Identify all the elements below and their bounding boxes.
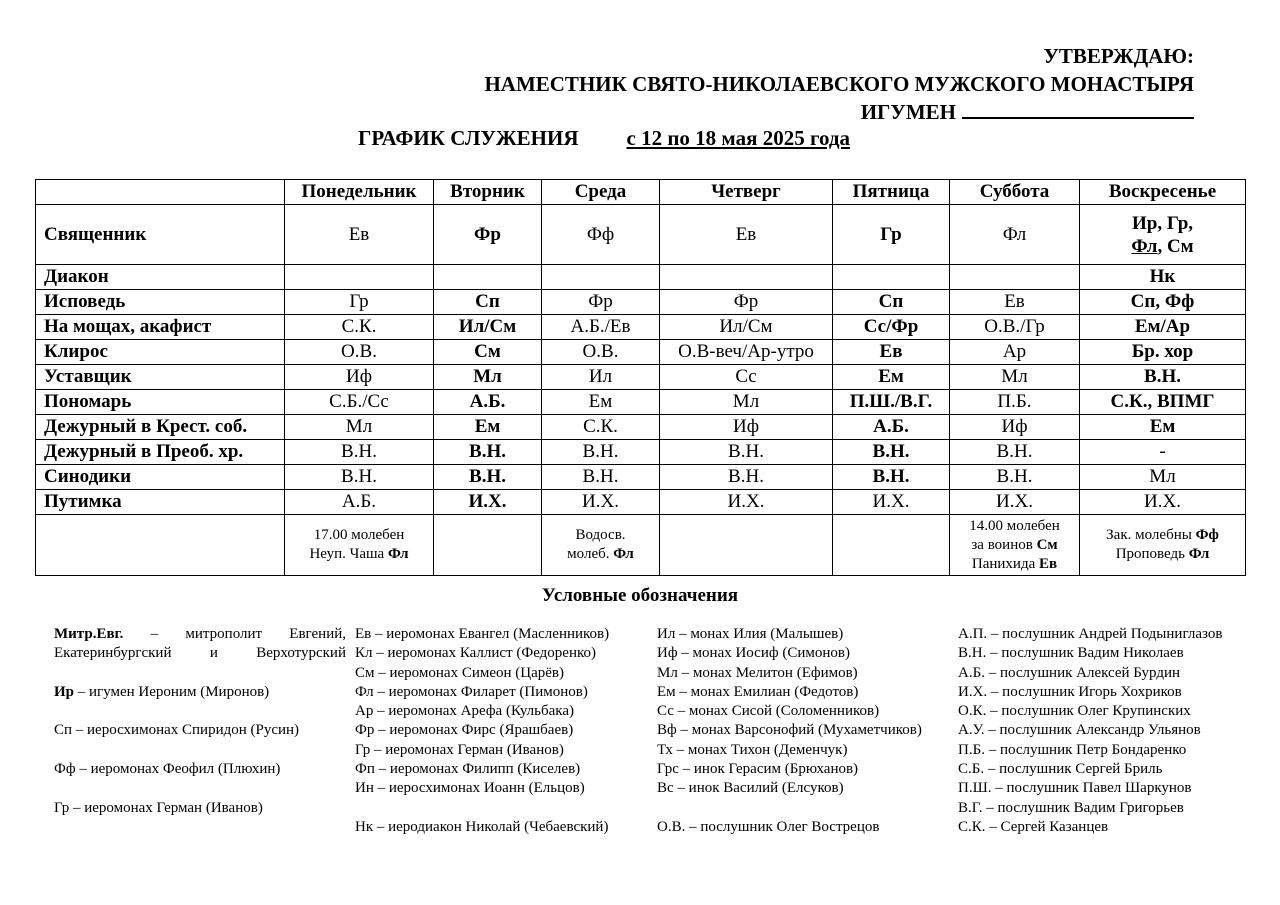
day-header: Вторник [434,180,542,205]
schedule-cell: Нк [1080,265,1246,290]
notes-empty-cell [833,515,950,576]
schedule-cell [434,265,542,290]
day-header: Пятница [833,180,950,205]
approver-position: НАМЕСТНИК СВЯТО-НИКОЛАЕВСКОГО МУЖСКОГО МОНАСТЫРЯ [484,72,1194,96]
note-text: Зак. молебны [1106,527,1192,543]
schedule-cell: В.Н. [542,465,660,490]
legend-entry [54,625,346,664]
legend-entry: П.Б. – послушник Петр Бондаренко [958,741,1187,758]
legend-entry [355,799,609,818]
legend-title: Условные обозначения [541,585,739,606]
legend-entry: О.К. – послушник Олег Крупинских [958,703,1191,720]
legend-entry: Ил – монах Илия (Малышев) [657,626,844,642]
legend-entry: А.Б. – послушник Алексей Бурдин [958,664,1181,681]
schedule-cell: С.К. [285,315,434,340]
legend-entry: Ев – иеромонах Евангел (Масленников) [355,626,610,642]
schedule-cell: О.В./Гр [950,315,1080,340]
schedule-cell: Ар [950,340,1080,365]
schedule-cell: О.В. [285,340,434,365]
legend-entry: Сп – иеросхимонах Спиридон (Русин) [54,722,300,739]
role-cell: Священник [36,205,285,265]
schedule-cell: В.Н. [1080,365,1246,390]
corner-cell [36,180,285,205]
schedule-cell: А.Б. [285,490,434,515]
legend-abbr: Митр.Евг. [54,626,124,642]
role-cell: Уставщик [36,365,285,390]
schedule-cell: Фр [434,205,542,265]
legend-spacer [54,664,346,683]
schedule-cell: Ем [1080,415,1246,440]
schedule-cell: Иф [950,415,1080,440]
notes-empty-cell [660,515,833,576]
day-header: Четверг [660,180,833,205]
table-row [36,465,1246,490]
role-cell: Диакон [36,265,285,290]
role-cell: На мощах, акафист [36,315,285,340]
legend-entry: См – иеромонах Симеон (Царёв) [355,664,565,681]
notes-cell-saturday [950,515,1080,576]
legend-entry: Сс – монах Сисой (Соломенников) [657,703,880,720]
note-text: Фл [1188,546,1210,562]
notes-cell-sunday [1080,515,1246,576]
note-text: См [1036,536,1058,553]
schedule-cell: Сп [434,290,542,315]
schedule-cell: Фл [950,205,1080,265]
schedule-cell: В.Н. [833,440,950,465]
schedule-cell: Фр [542,290,660,315]
legend-entry: Гр – иеромонах Герман (Иванов) [54,799,263,816]
notes-empty-cell [36,515,285,576]
role-cell: Клирос [36,340,285,365]
schedule-cell: С.Б./Сс [285,390,434,415]
table-row [36,365,1246,390]
table-row [36,315,1246,340]
legend-entry: А.П. – послушник Андрей Подыниглазов [958,626,1223,642]
role-cell: Пономарь [36,390,285,415]
schedule-cell: П.Б. [950,390,1080,415]
schedule-cell: А.Б. [833,415,950,440]
schedule-cell: П.Ш./В.Г. [833,390,950,415]
abbot-label: ИГУМЕН [860,100,956,124]
legend-entry: Ем – монах Емилиан (Федотов) [657,683,859,700]
legend-entry: Вф – монах Варсонофий (Мухаметчиков) [657,722,922,739]
schedule-cell: И.Х. [660,490,833,515]
schedule-cell: А.Б./Ев [542,315,660,340]
schedule-cell: Ев [950,290,1080,315]
notes-cell-monday [285,515,434,576]
schedule-cell: А.Б. [434,390,542,415]
table-row [36,205,1246,265]
schedule-cell: О.В-веч/Ар-утро [660,340,833,365]
schedule-cell: Сп [833,290,950,315]
abbot-signature-row [484,98,1194,126]
role-cell: Путимка [36,490,285,515]
schedule-cell: В.Н. [434,440,542,465]
day-header: Понедельник [285,180,434,205]
legend-spacer [54,779,346,798]
schedule-cell [833,265,950,290]
legend-entry: Ин – иеросхимонах Иоанн (Ельцов) [355,780,585,797]
note-text: Фл [387,546,409,562]
legend-entry: Кл – иеромонах Каллист (Федоренко) [355,645,597,662]
table-row [36,440,1246,465]
schedule-cell: Мл [285,415,434,440]
schedule-cell: Фр [660,290,833,315]
day-header: Среда [542,180,660,205]
legend-abbr: Ир [54,683,75,700]
note-text: Фф [1195,527,1219,543]
note-text: 17.00 молебен [313,527,405,543]
schedule-cell: В.Н. [285,465,434,490]
approve-heading: УТВЕРЖДАЮ: [1043,44,1194,68]
schedule-cell: С.К. [542,415,660,440]
table-row [36,415,1246,440]
schedule-cell: Ил/См [434,315,542,340]
legend-entry: Фп – иеромонах Филипп (Киселев) [355,761,581,778]
note-text: Проповедь [1115,546,1185,562]
schedule-cell: Ил/См [660,315,833,340]
schedule-cell: Ем [434,415,542,440]
schedule-cell [542,265,660,290]
schedule-cell: И.Х. [833,490,950,515]
schedule-cell: Иф [660,415,833,440]
role-cell: Дежурный в Крест. соб. [36,415,285,440]
note-text: за воинов [971,536,1033,553]
schedule-cell: Фф [542,205,660,265]
signature-line [962,99,1194,119]
legend-entry: С.К. – Сергей Казанцев [958,818,1109,835]
note-text: Неуп. Чаша [309,546,385,562]
table-row [36,340,1246,365]
schedule-cell: Гр [285,290,434,315]
legend-entry: А.У. – послушник Александр Ульянов [958,722,1201,739]
legend-entry: О.В. – послушник Олег Вострецов [657,818,880,835]
legend-column-3 [657,625,922,837]
schedule-cell: И.Х. [1080,490,1246,515]
schedule-cell: Ем [542,390,660,415]
schedule-cell: Ем [833,365,950,390]
schedule-cell: Иф [285,365,434,390]
legend-entry: Мл – монах Мелитон (Ефимов) [657,664,858,681]
legend-spacer [54,741,346,760]
schedule-cell: И.Х. [950,490,1080,515]
schedule-cell: Ев [285,205,434,265]
note-text: Водосв. [575,527,626,543]
notes-row [36,515,1246,576]
schedule-cell: Гр [833,205,950,265]
legend-entry: Ар – иеромонах Арефа (Кульбака) [355,703,575,720]
schedule-cell: В.Н. [660,465,833,490]
legend-entry: С.Б. – послушник Сергей Бриль [958,761,1163,778]
legend-entry: В.Н. – послушник Вадим Николаев [958,645,1184,662]
note-text: Панихида [971,555,1036,572]
schedule-cell [950,265,1080,290]
schedule-title [358,126,850,151]
schedule-cell: Мл [660,390,833,415]
legend-entry: Тх – монах Тихон (Деменчук) [657,741,848,758]
cell-text: Ир, Гр, [1131,212,1194,234]
schedule-cell: Бр. хор [1080,340,1246,365]
schedule-cell: В.Н. [660,440,833,465]
schedule-cell: Ев [833,340,950,365]
role-cell: Дежурный в Преоб. хр. [36,440,285,465]
title-name: ГРАФИК СЛУЖЕНИЯ [358,126,579,150]
schedule-cell: С.К., ВПМГ [1080,390,1246,415]
table-row [36,390,1246,415]
schedule-cell: Мл [1080,465,1246,490]
note-text: Фл [613,546,634,562]
notes-cell-wednesday [542,515,660,576]
schedule-cell: В.Н. [285,440,434,465]
legend-entry: Грс – инок Герасим (Брюханов) [657,761,859,778]
legend-entry: Вс – инок Василий (Елсуков) [657,780,844,797]
approval-block [484,42,1194,126]
legend-spacer [54,702,346,721]
schedule-cell [1080,205,1246,265]
note-text: молеб. [567,546,610,562]
legend-entry: И.Х. – послушник Игорь Хохриков [958,683,1182,700]
schedule-cell: В.Н. [542,440,660,465]
title-period: с 12 по 18 мая 2025 года [626,126,850,150]
legend-entry [54,683,346,702]
legend-entry: Иф – монах Иосиф (Симонов) [657,645,850,662]
schedule-cell: В.Н. [833,465,950,490]
day-header: Суббота [950,180,1080,205]
note-text: Ев [1039,555,1058,572]
schedule-cell: В.Н. [434,465,542,490]
table-row [36,490,1246,515]
schedule-cell: См [434,340,542,365]
legend-entry: В.Г. – послушник Вадим Григорьев [958,799,1184,816]
schedule-cell [660,265,833,290]
legend-entry: Фф – иеромонах Феофил (Плюхин) [54,761,281,778]
schedule-cell: И.Х. [434,490,542,515]
schedule-cell: О.В. [542,340,660,365]
notes-empty-cell [434,515,542,576]
schedule-cell: Мл [950,365,1080,390]
legend-entry: Гр – иеромонах Герман (Иванов) [355,741,564,758]
schedule-cell: Ев [660,205,833,265]
legend-text: – игумен Иероним (Миронов) [77,683,270,700]
schedule-cell: - [1080,440,1246,465]
legend-entry: П.Ш. – послушник Павел Шаркунов [958,780,1192,797]
legend-entry: Фр – иеромонах Фирс (Ярашбаев) [355,722,574,739]
schedule-cell: Сс/Фр [833,315,950,340]
schedule-table [35,179,1246,576]
day-header: Воскресенье [1080,180,1246,205]
role-cell: Исповедь [36,290,285,315]
schedule-cell: И.Х. [542,490,660,515]
legend-text: – митрополит Евгений, Екатеринбургский и Верхотурский [54,626,346,662]
schedule-cell: Сс [660,365,833,390]
cell-text: Фл [1131,235,1158,257]
legend-column-2 [355,625,609,837]
schedule-cell: Мл [434,365,542,390]
schedule-cell: В.Н. [950,440,1080,465]
schedule-cell: В.Н. [950,465,1080,490]
legend-column-4 [958,625,1222,837]
role-cell: Синодики [36,465,285,490]
table-row [36,290,1246,315]
note-text: 14.00 молебен [969,517,1060,534]
legend-entry: Фл – иеромонах Филарет (Пимонов) [355,683,588,700]
legend-entry [657,799,922,818]
schedule-cell: Сп, Фф [1080,290,1246,315]
schedule-cell: Ил [542,365,660,390]
cell-text: , См [1157,235,1194,257]
schedule-cell [285,265,434,290]
legend-entry: Нк – иеродиакон Николай (Чебаевский) [355,818,609,835]
legend-column-1 [54,625,346,818]
table-row [36,265,1246,290]
schedule-cell: Ем/Ар [1080,315,1246,340]
